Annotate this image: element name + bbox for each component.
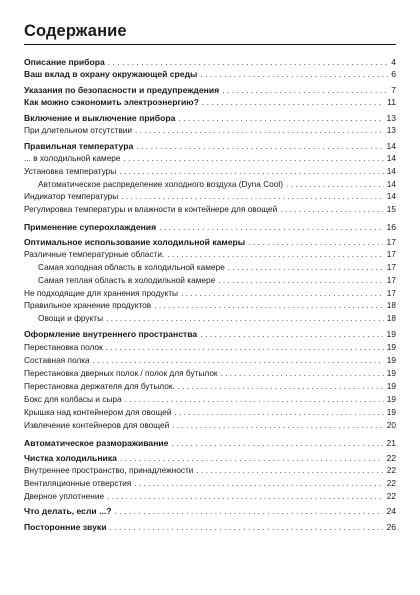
toc-leader-dots [286, 178, 384, 190]
toc-entry[interactable] [24, 203, 396, 215]
toc-entry[interactable] [24, 505, 396, 517]
toc-leader-dots [218, 274, 384, 286]
toc-leader-dots [121, 190, 384, 202]
toc-entry-title: Бокс для колбасы и сыра [24, 394, 122, 404]
toc-page-number: 17 [386, 249, 396, 259]
toc-entry-title: Перестановка дверных полок / полок для бутылок [24, 368, 218, 378]
toc-entry-title: Оформление внутреннего пространства [24, 329, 198, 339]
toc-page-number: 19 [386, 381, 396, 391]
toc-page-number: 19 [386, 368, 396, 378]
toc-leader-dots [136, 140, 383, 152]
toc-leader-dots [106, 312, 384, 324]
toc-entry[interactable] [24, 236, 396, 248]
toc-entry[interactable] [24, 124, 396, 136]
toc-page-number: 15 [386, 204, 396, 214]
toc-entry[interactable] [24, 190, 396, 202]
toc-leader-dots [108, 56, 388, 68]
toc-entry[interactable] [24, 419, 396, 431]
page-title: Содержание [24, 22, 127, 40]
toc-page-number: 11 [387, 97, 396, 107]
toc-entry-title: Включение и выключение прибора [24, 113, 176, 123]
toc-leader-dots [228, 261, 384, 273]
toc-entry-title: Самая холодная область в холодильной камере [38, 262, 225, 272]
toc-page-number: 19 [386, 355, 396, 365]
toc-leader-dots [200, 68, 388, 80]
toc-leader-dots [109, 521, 383, 533]
toc-entry[interactable] [24, 464, 396, 476]
toc-entry-title: Чистка холодильника [24, 453, 117, 463]
toc-entry-title: При длительном отсутствии [24, 125, 133, 135]
toc-entry[interactable] [24, 380, 396, 392]
toc-leader-dots [280, 203, 384, 215]
toc-entry-title: Как можно сэкономить электроэнергию? [24, 97, 199, 107]
title-rule [24, 44, 396, 45]
toc-entry[interactable] [24, 521, 396, 533]
toc-leader-dots [159, 221, 383, 233]
toc-entry[interactable] [24, 367, 396, 379]
toc-entry-title: Регулировка температуры и влажности в контейнере для овощей [24, 204, 278, 214]
toc-entry-title: Вентиляционные отверстия [24, 478, 132, 488]
toc-leader-dots [154, 299, 384, 311]
toc-leader-dots [167, 248, 383, 260]
toc-entry[interactable] [24, 84, 396, 96]
toc-page-number: 18 [386, 313, 396, 323]
toc-page-number: 16 [386, 222, 396, 232]
toc-entry-title: Составная полка [24, 355, 90, 365]
toc-entry-title: Автоматическое распределение холодного воздуха (Dyna Cool) [38, 179, 284, 189]
toc-page-number: 22 [386, 478, 396, 488]
toc-entry-title: Индикатор температуры [24, 191, 119, 201]
toc-entry-title: Описание прибора [24, 57, 105, 67]
toc-entry-title: Автоматическое размораживание [24, 438, 169, 448]
toc-entry-title: Правильная температура [24, 141, 134, 151]
toc-page-number: 19 [386, 342, 396, 352]
toc-entry-title: Ваш вклад в охрану окружающей среды [24, 69, 198, 79]
toc-page-number: 20 [386, 420, 396, 430]
toc-entry[interactable] [24, 178, 396, 190]
toc-page-number: 14 [386, 166, 396, 176]
toc-page-number: 14 [386, 153, 396, 163]
toc-leader-dots [221, 367, 384, 379]
toc-entry[interactable] [24, 261, 396, 273]
toc-page-number: 4 [391, 57, 396, 67]
toc-entry-title: Что делать, если ...? [24, 506, 112, 516]
toc-leader-dots [119, 165, 384, 177]
toc-leader-dots [202, 96, 384, 108]
toc-leader-dots [172, 419, 384, 431]
toc-leader-dots [107, 490, 384, 502]
toc-page-number: 14 [386, 141, 396, 151]
toc-page-number: 17 [386, 288, 396, 298]
toc-entry[interactable] [24, 312, 396, 324]
toc-page-number: 19 [386, 394, 396, 404]
toc-entry[interactable] [24, 56, 396, 68]
toc-entry[interactable] [24, 68, 396, 80]
toc-page-number: 17 [386, 237, 396, 247]
toc-entry[interactable] [24, 328, 396, 340]
toc-entry-title: Крышка над контейнером для овощей [24, 407, 172, 417]
toc-entry-title: Внутреннее пространство, принадлежности [24, 465, 194, 475]
toc-entry[interactable] [24, 140, 396, 152]
toc-page-number: 22 [386, 465, 396, 475]
toc-entry[interactable] [24, 299, 396, 311]
toc-entry-title: Овощи и фрукты [38, 313, 104, 323]
toc-page-number: 19 [386, 329, 396, 339]
toc-leader-dots [93, 354, 384, 366]
toc-page-number: 6 [391, 69, 396, 79]
toc-entry[interactable] [24, 341, 396, 353]
toc-page-number: 13 [386, 125, 396, 135]
toc-leader-dots [200, 328, 383, 340]
toc-entry-title: Перестановка держателя для бутылок. [24, 381, 175, 391]
toc-entry-title: Установка температуры [24, 166, 117, 176]
toc-entry-title: Не подходящие для хранения продукты [24, 288, 178, 298]
toc-entry[interactable] [24, 452, 396, 464]
toc-leader-dots [124, 152, 384, 164]
toc-page-number: 17 [386, 275, 396, 285]
toc-entry[interactable] [24, 152, 396, 164]
toc-leader-dots [115, 505, 384, 517]
toc-entry[interactable] [24, 96, 396, 108]
toc-entry[interactable] [24, 287, 396, 299]
toc-leader-dots [178, 380, 384, 392]
toc-leader-dots [125, 393, 384, 405]
toc-entry-title: Оптимальное использование холодильной камеры [24, 237, 246, 247]
toc-page-number: 7 [391, 85, 396, 95]
toc-entry[interactable] [24, 221, 396, 233]
toc-entry[interactable] [24, 393, 396, 405]
toc-leader-dots [135, 124, 384, 136]
toc-leader-dots [181, 287, 384, 299]
toc-entry[interactable] [24, 248, 396, 260]
toc-entry-title: Самая теплая область в холодильной камере [38, 275, 216, 285]
toc-page-number: 22 [386, 491, 396, 501]
toc-entry[interactable] [24, 406, 396, 418]
toc-entry[interactable] [24, 112, 396, 124]
toc-page-number: 14 [386, 179, 396, 189]
toc-entry-title: Дверное уплотнение [24, 491, 105, 501]
toc-entry-title: Посторонние звуки [24, 522, 107, 532]
toc-entry-title: Перестановка полок [24, 342, 103, 352]
toc-leader-dots [248, 236, 383, 248]
toc-entry-title: Различные температурные области. [24, 249, 165, 259]
toc-page-number: 26 [386, 522, 396, 532]
toc-entry-title: Правильное хранение продуктов [24, 300, 152, 310]
toc-page-number: 13 [386, 113, 396, 123]
toc-page-number: 24 [386, 506, 396, 516]
toc-entry[interactable] [24, 437, 396, 449]
toc-page-number: 21 [386, 438, 396, 448]
toc-leader-dots [196, 464, 383, 476]
toc-page-number: 18 [386, 300, 396, 310]
toc-leader-dots [134, 477, 383, 489]
toc-page-number: 22 [386, 453, 396, 463]
toc-leader-dots [171, 437, 383, 449]
toc-leader-dots [174, 406, 383, 418]
toc-entry-title: Указания по безопасности и предупреждения [24, 85, 220, 95]
toc-page-number: 19 [386, 407, 396, 417]
toc-entry[interactable] [24, 165, 396, 177]
toc-page-number: 14 [386, 191, 396, 201]
toc-page-number: 17 [386, 262, 396, 272]
toc-leader-dots [222, 84, 388, 96]
toc-entry[interactable] [24, 354, 396, 366]
toc-leader-dots [106, 341, 384, 353]
toc-entry-title: Извлечение контейнеров для овощей [24, 420, 170, 430]
toc-entry-title: ... в холодильной камере [24, 153, 121, 163]
toc-entry[interactable] [24, 490, 396, 502]
toc-entry[interactable] [24, 477, 396, 489]
toc-entry[interactable] [24, 274, 396, 286]
toc-leader-dots [178, 112, 383, 124]
toc-leader-dots [120, 452, 384, 464]
toc-entry-title: Применение суперохлаждения [24, 222, 157, 232]
